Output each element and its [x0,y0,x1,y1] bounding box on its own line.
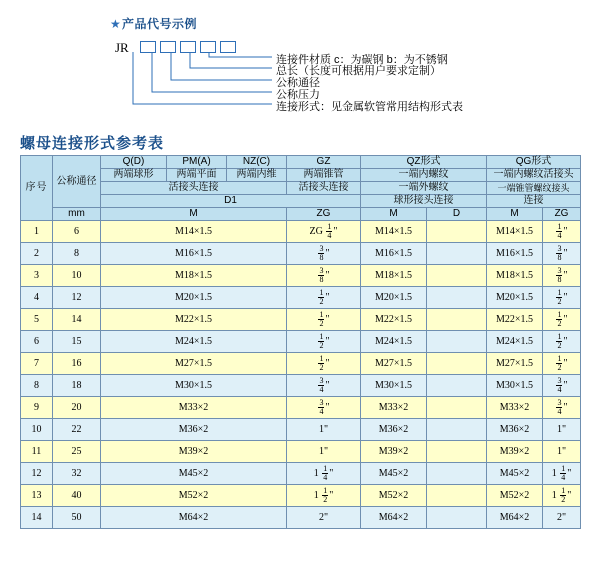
table-row [21,485,581,507]
legend-label-connection: 连接形式：见金属软管常用结构形式表 [276,101,463,113]
th-group-pma: PM(A) [167,156,227,169]
table-row [21,265,581,287]
cell-dn: 12 [53,287,101,309]
cell-m: M16×1.5 [101,243,287,265]
cell-dn: 22 [53,419,101,441]
cell-serial: 12 [21,463,53,485]
th-qz-desc: 一端内螺纹 [361,169,487,182]
cell-zg: 1 $\frac{1}{2}$ " [287,485,361,507]
cell-dn: 25 [53,441,101,463]
cell-qz-m: M39×2 [361,441,427,463]
cell-qz-d [427,463,487,485]
table-row [21,463,581,485]
cell-qz-d [427,243,487,265]
cell-zg: 2" [287,507,361,529]
cell-dn: 15 [53,331,101,353]
table-row [21,331,581,353]
table-row [21,419,581,441]
cell-qg-zg: $\frac{1}{4}$ " [543,221,581,243]
cell-zg: $\frac{1}{2}$ " [287,353,361,375]
cell-m: M64×2 [101,507,287,529]
nut-connection-table [20,155,581,529]
cell-serial: 10 [21,419,53,441]
th-unit-zg: ZG [287,208,361,221]
cell-m: M33×2 [101,397,287,419]
cell-qg-zg: $\frac{3}{8}$ " [543,243,581,265]
th-qd-desc: 两端球形 [101,169,167,182]
table-row [21,353,581,375]
th-group-gz: GZ [287,156,361,169]
cell-m: M36×2 [101,419,287,441]
cell-m: M30×1.5 [101,375,287,397]
cell-qg-zg: $\frac{1}{2}$ " [543,353,581,375]
th-union-connection: 活接头连接 [101,182,287,195]
table-row [21,507,581,529]
cell-qg-zg: $\frac{3}{8}$ " [543,265,581,287]
cell-qz-m: M27×1.5 [361,353,427,375]
th-qz-unit-d: D [427,208,487,221]
cell-zg: $\frac{1}{2}$ " [287,331,361,353]
cell-qg-m: M16×1.5 [487,243,543,265]
cell-qg-zg: $\frac{1}{2}$ " [543,287,581,309]
cell-qz-d [427,331,487,353]
cell-dn: 8 [53,243,101,265]
cell-zg: $\frac{1}{2}$ " [287,287,361,309]
cell-qg-m: M14×1.5 [487,221,543,243]
th-qg-unit-m: M [487,208,543,221]
th-pma-desc: 两端平面 [167,169,227,182]
cell-qg-m: M39×2 [487,441,543,463]
cell-qg-zg: 1 $\frac{1}{4}$ " [543,463,581,485]
th-group-qg: QG形式 [487,156,581,169]
cell-zg: ZG $\frac{1}{4}$ " [287,221,361,243]
cell-qz-d [427,353,487,375]
cell-qz-m: M24×1.5 [361,331,427,353]
th-serial: 序号 [21,156,53,221]
page-title: 螺母连接形式参考表 [20,135,165,152]
cell-dn: 20 [53,397,101,419]
cell-qz-d [427,507,487,529]
th-qz-unit-m: M [361,208,427,221]
cell-zg: $\frac{1}{2}$ " [287,309,361,331]
cell-qz-m: M52×2 [361,485,427,507]
cell-zg: $\frac{3}{4}$ " [287,397,361,419]
cell-qg-m: M45×2 [487,463,543,485]
cell-qg-m: M64×2 [487,507,543,529]
th-nzc-desc: 两端内维 [227,169,287,182]
th-group-qd: Q(D) [101,156,167,169]
cell-serial: 4 [21,287,53,309]
cell-qg-m: M33×2 [487,397,543,419]
th-qg-unit-zg: ZG [543,208,581,221]
cell-serial: 5 [21,309,53,331]
cell-qg-zg: $\frac{3}{4}$ " [543,375,581,397]
cell-serial: 14 [21,507,53,529]
cell-dn: 18 [53,375,101,397]
table-row [21,375,581,397]
cell-qg-m: M18×1.5 [487,265,543,287]
cell-zg: 1" [287,441,361,463]
cell-qz-m: M20×1.5 [361,287,427,309]
legend-label-length: 总长（长度可根据用户要求定制） [276,65,441,77]
cell-qz-m: M14×1.5 [361,221,427,243]
cell-qg-m: M52×2 [487,485,543,507]
cell-qg-m: M22×1.5 [487,309,543,331]
cell-m: M45×2 [101,463,287,485]
th-qg-connection: 连接 [487,195,581,208]
cell-qz-m: M36×2 [361,419,427,441]
cell-qg-m: M20×1.5 [487,287,543,309]
cell-serial: 3 [21,265,53,287]
cell-m: M20×1.5 [101,287,287,309]
th-d1: D1 [101,195,361,208]
cell-m: M18×1.5 [101,265,287,287]
th-unit-m: M [101,208,287,221]
cell-dn: 50 [53,507,101,529]
legend-label-material: 连接件材质 c：为碳钢 b：为不锈钢 [276,54,448,66]
cell-zg: $\frac{3}{8}$ " [287,265,361,287]
cell-serial: 6 [21,331,53,353]
th-dn: 公称通径 [53,156,101,208]
product-code-prefix: JR [115,40,129,55]
cell-qg-m: M36×2 [487,419,543,441]
cell-qg-m: M27×1.5 [487,353,543,375]
cell-qg-zg: 1" [543,419,581,441]
cell-m: M52×2 [101,485,287,507]
cell-qg-zg: $\frac{3}{4}$ " [543,397,581,419]
th-qz-ball-joint: 球形接头连接 [361,195,487,208]
th-qg-desc: 一端内螺纹活接头 [487,169,581,182]
th-qz-external-thread: 一端外螺纹 [361,182,487,195]
cell-serial: 8 [21,375,53,397]
table-row [21,243,581,265]
cell-qg-zg: 1 $\frac{1}{2}$ " [543,485,581,507]
table-row [21,397,581,419]
cell-m: M24×1.5 [101,331,287,353]
legend-title: 产品代号示例 [122,17,198,31]
cell-dn: 10 [53,265,101,287]
cell-qz-d [427,441,487,463]
cell-dn: 6 [53,221,101,243]
table-row [21,221,581,243]
cell-qz-m: M33×2 [361,397,427,419]
table-body [21,221,581,529]
cell-qz-m: M64×2 [361,507,427,529]
cell-qz-d [427,309,487,331]
cell-dn: 32 [53,463,101,485]
th-gz-connection: 活接头连接 [287,182,361,195]
cell-zg: 1 $\frac{1}{4}$ " [287,463,361,485]
legend-label-pressure: 公称压力 [276,89,320,101]
cell-qz-m: M22×1.5 [361,309,427,331]
cell-serial: 1 [21,221,53,243]
cell-zg: $\frac{3}{4}$ " [287,375,361,397]
cell-dn: 16 [53,353,101,375]
cell-qz-d [427,287,487,309]
cell-m: M27×1.5 [101,353,287,375]
th-group-nzc: NZ(C) [227,156,287,169]
table-header [21,156,581,221]
th-gz-desc: 两端锥管 [287,169,361,182]
cell-m: M22×1.5 [101,309,287,331]
nut-connection-table-wrap [20,155,580,529]
cell-serial: 7 [21,353,53,375]
cell-dn: 40 [53,485,101,507]
cell-qg-zg: 1" [543,441,581,463]
cell-qg-zg: 2" [543,507,581,529]
cell-qg-zg: $\frac{1}{2}$ " [543,309,581,331]
cell-qz-d [427,375,487,397]
cell-serial: 13 [21,485,53,507]
cell-zg: 1" [287,419,361,441]
cell-serial: 9 [21,397,53,419]
cell-serial: 11 [21,441,53,463]
table-row [21,441,581,463]
table-row [21,287,581,309]
cell-m: M39×2 [101,441,287,463]
cell-qz-m: M45×2 [361,463,427,485]
cell-qz-d [427,419,487,441]
cell-qz-m: M16×1.5 [361,243,427,265]
cell-qz-d [427,221,487,243]
cell-qg-zg: $\frac{1}{2}$ " [543,331,581,353]
cell-dn: 14 [53,309,101,331]
table-row [21,309,581,331]
star-icon: ★ [110,17,121,31]
cell-zg: $\frac{3}{8}$ " [287,243,361,265]
cell-qz-m: M30×1.5 [361,375,427,397]
cell-qg-m: M24×1.5 [487,331,543,353]
product-code-legend [0,0,600,128]
cell-qz-m: M18×1.5 [361,265,427,287]
cell-m: M14×1.5 [101,221,287,243]
cell-qg-m: M30×1.5 [487,375,543,397]
cell-qz-d [427,485,487,507]
cell-qz-d [427,397,487,419]
cell-qz-d [427,265,487,287]
th-unit-mm: mm [53,208,101,221]
cell-serial: 2 [21,243,53,265]
legend-label-dn: 公称通径 [276,77,320,89]
th-group-qz: QZ形式 [361,156,487,169]
th-qg-taper-joint: 一端锥管螺纹接头 [487,182,581,195]
